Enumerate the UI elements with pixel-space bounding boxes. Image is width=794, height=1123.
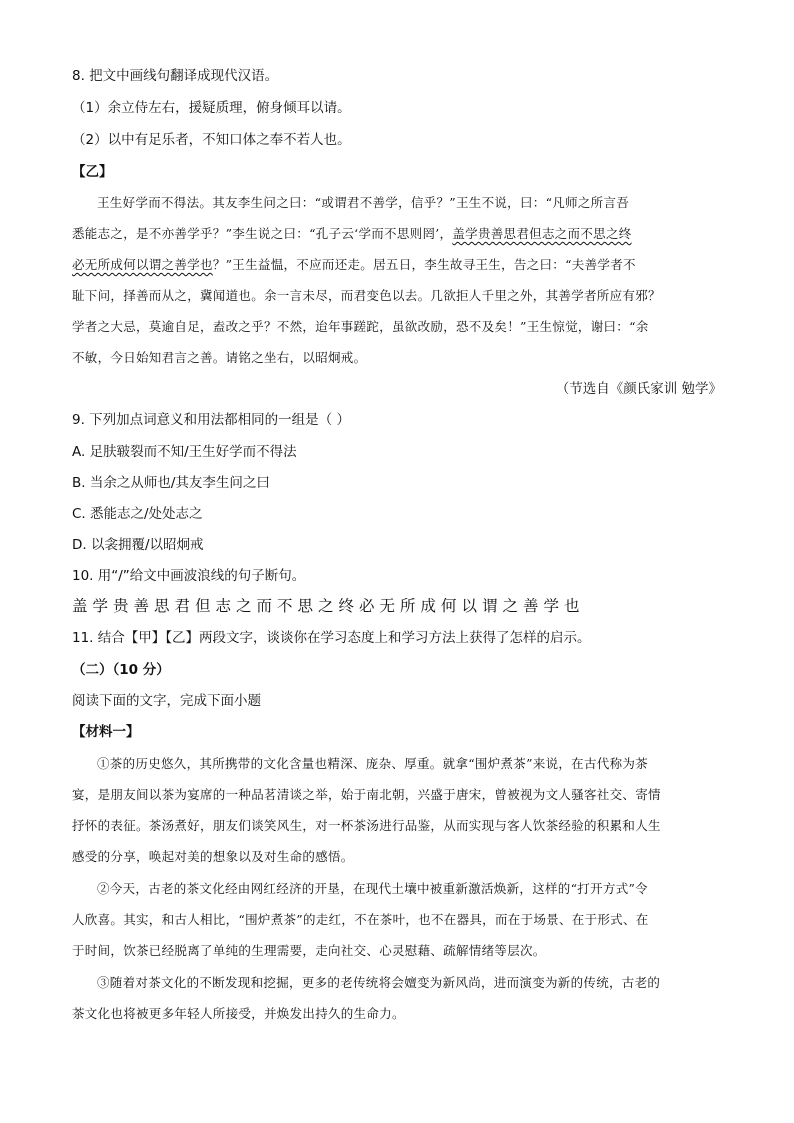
q9-option-d: D. 以衾拥覆/以昭炯戒	[72, 537, 204, 553]
material-para-2-line-1: ②今天，古老的茶文化经由网红经济的开垦，在现代土壤中被重新激活焕新，这样的“打开方式”令	[97, 881, 648, 896]
q9-option-b: B. 当余之从师也/其友李生问之曰	[72, 475, 270, 491]
yi-line-3-text: ？”王生益愠，不应而还走。居五日，李生故寻王生，告之曰：“夫善学者不	[212, 257, 636, 272]
yi-para-line-4: 耻下问，择善而从之，冀闻道也。余一言未尽，而君变色以去。几欲拒人千里之外，其善学者所应有邪？	[72, 288, 661, 303]
material-para-3-line-1: ③随着对茶文化的不断发现和挖掘，更多的老传统将会嬗变为新风尚，进而演变为新的传统，古老的	[97, 975, 661, 990]
yi-para-line-3	[72, 256, 636, 274]
material-para-2-line-2: 人欣喜。其实，和古人相比，“围炉煮茶”的走红，不在茶叶，也不在器具，而在于场景、在于形式、在	[72, 912, 649, 927]
yi-para-line-1: 王生好学而不得法。其友李生问之曰：“或谓君不善学，信乎？”王生不说，曰：“凡师之所言吾	[97, 195, 630, 210]
yi-line-2-text: 悉能志之，是不亦善学乎？”李生说之曰：“孔子云‘学而不思则罔’，	[72, 226, 453, 241]
q11-prompt: 11. 结合【甲】【乙】两段文字，谈谈你在学习态度上和学习方法上获得了怎样的启示。	[72, 630, 591, 646]
material-1-heading: 【材料一】	[72, 724, 140, 740]
wavy-underlined-sentence-part-2: 必无所成何以谓之善学也	[72, 257, 213, 272]
q8-sentence-2: （2）以中有足乐者，不知口体之奉不若人也。	[72, 132, 351, 148]
material-para-1-line-2: 宴，是朋友间以茶为宴席的一种品茗清谈之举，始于南北朝，兴盛于唐宋，曾被视为文人骚客社交、寄情	[72, 787, 661, 802]
q10-prompt: 10. 用“/”给文中画波浪线的句子断句。	[72, 568, 306, 584]
q9-prompt: 9. 下列加点词意义和用法都相同的一组是（ ）	[72, 412, 350, 428]
q10-sentence: 盖学贵善思君但志之而不思之终必无所成何以谓之善学也	[72, 597, 585, 615]
wavy-underlined-sentence-part-1: 盖学贵善思君但志之而不思之终	[452, 226, 632, 241]
yi-para-line-5: 学者之大忌，莫逾自足，盍改之乎？不然，迨年事蹉跎，虽欲改励，恐不及矣！”王生惊觉，谢曰：“余	[72, 319, 649, 334]
material-para-3-line-2: 茶文化也将被更多年轻人所接受，并焕发出持久的生命力。	[72, 1006, 405, 1021]
yi-para-line-2	[72, 225, 632, 243]
q9-option-c: C. 悉能志之/处处志之	[72, 506, 203, 522]
material-para-2-line-3: 于时间，饮茶已经脱离了单纯的生理需要，走向社交、心灵慰藉、疏解情绪等层次。	[72, 943, 546, 958]
q9-option-a: A. 足肤皲裂而不知/王生好学而不得法	[72, 444, 297, 460]
material-para-1-line-3: 抒怀的表征。茶汤煮好，朋友们谈笑风生，对一杯茶汤进行品鉴，从而实现与客人饮茶经验的积累和人生	[72, 818, 661, 833]
yi-source: （节选自《颜氏家训 勉学》	[555, 381, 722, 397]
q8-prompt: 8. 把文中画线句翻译成现代汉语。	[72, 68, 279, 84]
section-2-heading: （二）（10 分）	[72, 662, 170, 678]
yi-para-line-6: 不敏，今日始知君言之善。请铭之坐右，以昭炯戒。	[72, 350, 367, 365]
q8-sentence-1: （1）余立侍左右，援疑质理，俯身倾耳以请。	[72, 100, 351, 116]
material-para-1-line-1: ①茶的历史悠久，其所携带的文化含量也精深、庞杂、厚重。就拿“围炉煮茶”来说，在古代称为茶	[97, 756, 648, 771]
material-para-1-line-4: 感受的分享，唤起对美的想象以及对生命的感悟。	[72, 849, 354, 864]
yi-heading: 【乙】	[72, 164, 113, 180]
section-2-instruction: 阅读下面的文字，完成下面小题	[72, 693, 261, 709]
